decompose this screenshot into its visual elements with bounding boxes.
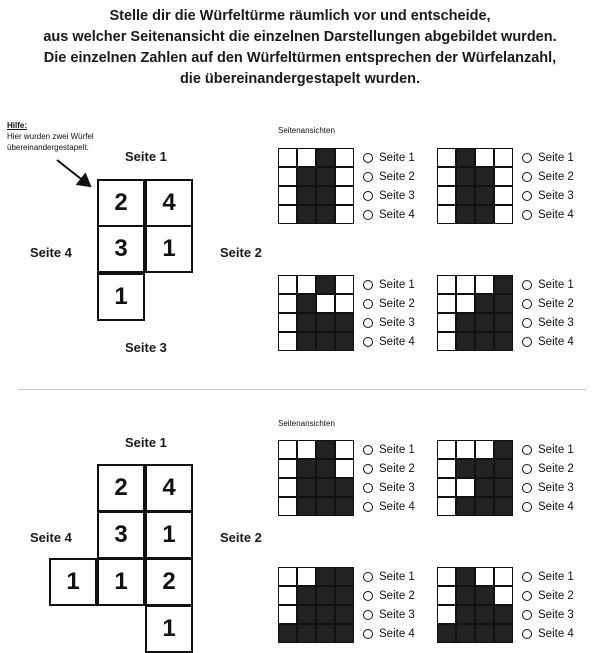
side-option-label: Seite 1	[538, 444, 574, 456]
view-cell-filled	[456, 332, 475, 351]
view-cell-filled	[456, 586, 475, 605]
side-option[interactable]	[522, 190, 574, 202]
radio-icon[interactable]	[522, 172, 532, 182]
tower-cell: 3	[97, 511, 145, 559]
radio-icon[interactable]	[363, 502, 373, 512]
view-cell-filled	[475, 332, 494, 351]
radio-icon[interactable]	[522, 445, 532, 455]
view-cell-filled	[494, 478, 513, 497]
tower-cell: 4	[145, 179, 193, 227]
view-cell-filled	[316, 567, 335, 586]
radio-icon[interactable]	[363, 280, 373, 290]
view-cell-filled	[316, 148, 335, 167]
radio-icon[interactable]	[522, 191, 532, 201]
view-cell-empty	[437, 478, 456, 497]
radio-icon[interactable]	[363, 610, 373, 620]
side-option-label: Seite 3	[538, 482, 574, 494]
radio-icon[interactable]	[363, 464, 373, 474]
side-option-label: Seite 3	[379, 190, 415, 202]
side-option[interactable]	[522, 171, 574, 183]
side-option-label: Seite 4	[379, 628, 415, 640]
side-option[interactable]	[363, 590, 415, 602]
instruction-line: die übereinandergestapelt wurden.	[179, 71, 421, 87]
view-cell-empty	[494, 148, 513, 167]
radio-icon[interactable]	[363, 172, 373, 182]
radio-icon[interactable]	[363, 483, 373, 493]
view-cell-filled	[278, 624, 297, 643]
side-label-left: Seite 4	[30, 245, 72, 260]
view-cell-filled	[456, 205, 475, 224]
tower-cell: 1	[97, 558, 145, 606]
tower-cell: 1	[145, 605, 193, 653]
view-cell-filled	[297, 186, 316, 205]
view-cell-empty	[335, 148, 354, 167]
side-option[interactable]	[522, 501, 574, 513]
side-option-label: Seite 4	[379, 209, 415, 221]
side-option-label: Seite 3	[379, 609, 415, 621]
view-cell-filled	[316, 440, 335, 459]
view-cell-filled	[456, 497, 475, 516]
section-divider	[18, 389, 586, 390]
view-cell-filled	[297, 332, 316, 351]
view-cell-empty	[437, 497, 456, 516]
view-cell-empty	[494, 586, 513, 605]
view-cell-filled	[456, 148, 475, 167]
side-option-label: Seite 2	[538, 171, 574, 183]
radio-icon[interactable]	[363, 591, 373, 601]
view-cell-empty	[437, 148, 456, 167]
view-cell-empty	[297, 440, 316, 459]
side-option[interactable]	[363, 171, 415, 183]
side-option-label: Seite 2	[538, 590, 574, 602]
radio-icon[interactable]	[522, 210, 532, 220]
side-option[interactable]	[363, 317, 415, 329]
hint-text-line: Hier wurden zwei Würfel	[7, 132, 94, 141]
view-cell-filled	[456, 624, 475, 643]
view-cell-filled	[316, 459, 335, 478]
view-cell-filled	[494, 440, 513, 459]
side-option[interactable]	[522, 279, 574, 291]
radio-icon[interactable]	[363, 445, 373, 455]
view-cell-empty	[316, 294, 335, 313]
side-option[interactable]	[363, 444, 415, 456]
view-cell-empty	[437, 459, 456, 478]
view-cell-empty	[278, 440, 297, 459]
view-cell-empty	[494, 186, 513, 205]
instruction-line: Die einzelnen Zahlen auf den Würfeltürmen entsprechen der Würfelanzahl,	[43, 50, 557, 66]
side-option-label: Seite 2	[538, 463, 574, 475]
side-option-label: Seite 3	[538, 609, 574, 621]
radio-icon[interactable]	[522, 464, 532, 474]
tower-cell: 1	[145, 225, 193, 273]
side-option-label: Seite 1	[379, 279, 415, 291]
view-cell-empty	[335, 275, 354, 294]
tower-cell: 4	[145, 464, 193, 512]
view-cell-filled	[335, 497, 354, 516]
views-title: Seitenansichten	[278, 126, 335, 135]
view-cell-filled	[494, 313, 513, 332]
view-cell-filled	[335, 313, 354, 332]
view-cell-filled	[475, 313, 494, 332]
view-cell-filled	[297, 497, 316, 516]
view-cell-empty	[335, 440, 354, 459]
view-cell-empty	[297, 275, 316, 294]
side-option-label: Seite 4	[538, 628, 574, 640]
hint-title: Hilfe:	[7, 121, 27, 130]
side-option-label: Seite 4	[379, 336, 415, 348]
radio-icon[interactable]	[363, 337, 373, 347]
view-cell-empty	[278, 205, 297, 224]
view-cell-empty	[278, 313, 297, 332]
side-option-label: Seite 1	[538, 279, 574, 291]
view-cell-empty	[456, 294, 475, 313]
view-cell-empty	[278, 497, 297, 516]
side-option[interactable]	[363, 209, 415, 221]
view-cell-filled	[316, 275, 335, 294]
view-cell-filled	[456, 186, 475, 205]
side-option-label: Seite 4	[379, 501, 415, 513]
side-label-right: Seite 2	[220, 530, 262, 545]
view-cell-empty	[335, 186, 354, 205]
instructions	[0, 6, 600, 90]
views-title: Seitenansichten	[278, 419, 335, 428]
view-cell-filled	[297, 624, 316, 643]
view-cell-empty	[278, 275, 297, 294]
view-cell-empty	[494, 205, 513, 224]
view-cell-empty	[335, 205, 354, 224]
view-cell-filled	[475, 205, 494, 224]
view-cell-filled	[494, 459, 513, 478]
view-cell-filled	[297, 478, 316, 497]
instruction-line: aus welcher Seitenansicht die einzelnen Darstellungen abgebildet wurden.	[43, 29, 557, 45]
view-cell-empty	[297, 148, 316, 167]
side-option-label: Seite 2	[379, 171, 415, 183]
view-cell-filled	[475, 605, 494, 624]
view-cell-empty	[437, 586, 456, 605]
view-cell-empty	[437, 332, 456, 351]
radio-icon[interactable]	[363, 629, 373, 639]
view-cell-empty	[475, 275, 494, 294]
radio-icon[interactable]	[363, 572, 373, 582]
side-option-label: Seite 2	[538, 298, 574, 310]
side-option[interactable]	[363, 571, 415, 583]
view-cell-empty	[475, 440, 494, 459]
view-cell-filled	[297, 205, 316, 224]
side-option-label: Seite 3	[538, 190, 574, 202]
view-cell-empty	[437, 205, 456, 224]
side-label-top: Seite 1	[125, 149, 167, 164]
side-label-left: Seite 4	[30, 530, 72, 545]
view-cell-filled	[316, 332, 335, 351]
side-option[interactable]	[522, 609, 574, 621]
view-cell-empty	[278, 586, 297, 605]
view-cell-empty	[437, 186, 456, 205]
side-option[interactable]	[363, 609, 415, 621]
side-label-right: Seite 2	[220, 245, 262, 260]
view-cell-empty	[437, 440, 456, 459]
side-option-label: Seite 3	[379, 482, 415, 494]
view-cell-filled	[475, 478, 494, 497]
radio-icon[interactable]	[522, 591, 532, 601]
view-cell-filled	[475, 186, 494, 205]
side-option-label: Seite 1	[379, 444, 415, 456]
view-cell-empty	[475, 148, 494, 167]
view-cell-empty	[278, 294, 297, 313]
view-cell-filled	[494, 497, 513, 516]
view-cell-filled	[475, 167, 494, 186]
side-option[interactable]	[522, 298, 574, 310]
radio-icon[interactable]	[522, 502, 532, 512]
view-cell-filled	[456, 167, 475, 186]
side-option[interactable]	[522, 152, 574, 164]
view-cell-empty	[437, 313, 456, 332]
tower-cell: 2	[97, 464, 145, 512]
view-cell-filled	[297, 313, 316, 332]
side-option[interactable]	[522, 482, 574, 494]
view-cell-filled	[316, 605, 335, 624]
tower-cell: 1	[97, 273, 145, 321]
radio-icon[interactable]	[363, 153, 373, 163]
view-cell-empty	[278, 332, 297, 351]
side-option-label: Seite 1	[379, 152, 415, 164]
view-cell-empty	[278, 186, 297, 205]
radio-icon[interactable]	[363, 191, 373, 201]
view-cell-filled	[316, 586, 335, 605]
view-cell-filled	[335, 478, 354, 497]
view-cell-filled	[297, 605, 316, 624]
view-cell-empty	[278, 459, 297, 478]
side-option[interactable]	[522, 571, 574, 583]
radio-icon[interactable]	[363, 318, 373, 328]
side-option-label: Seite 4	[538, 501, 574, 513]
view-cell-filled	[475, 497, 494, 516]
side-option[interactable]	[522, 463, 574, 475]
view-cell-empty	[475, 567, 494, 586]
view-cell-filled	[475, 586, 494, 605]
side-option[interactable]	[522, 209, 574, 221]
side-option[interactable]	[363, 501, 415, 513]
view-cell-empty	[278, 605, 297, 624]
view-cell-empty	[278, 167, 297, 186]
radio-icon[interactable]	[522, 153, 532, 163]
view-cell-filled	[316, 167, 335, 186]
view-cell-empty	[494, 567, 513, 586]
side-option[interactable]	[522, 590, 574, 602]
hint-text-line: übereinandergestapelt.	[7, 143, 89, 152]
side-label-bottom: Seite 3	[125, 340, 167, 355]
view-cell-empty	[456, 478, 475, 497]
view-cell-empty	[278, 148, 297, 167]
view-cell-filled	[494, 332, 513, 351]
side-option[interactable]	[363, 279, 415, 291]
view-cell-filled	[437, 624, 456, 643]
tower-cell: 1	[49, 558, 97, 606]
side-option[interactable]	[363, 298, 415, 310]
view-cell-filled	[456, 313, 475, 332]
view-cell-filled	[316, 624, 335, 643]
tower-cell: 2	[145, 558, 193, 606]
view-cell-filled	[456, 459, 475, 478]
view-cell-filled	[494, 275, 513, 294]
view-cell-empty	[278, 478, 297, 497]
view-cell-filled	[475, 459, 494, 478]
view-cell-empty	[278, 567, 297, 586]
view-cell-empty	[437, 605, 456, 624]
view-cell-filled	[335, 332, 354, 351]
view-cell-empty	[437, 167, 456, 186]
view-cell-empty	[456, 275, 475, 294]
radio-icon[interactable]	[522, 318, 532, 328]
side-option-label: Seite 1	[538, 152, 574, 164]
radio-icon[interactable]	[522, 280, 532, 290]
side-option-label: Seite 2	[379, 298, 415, 310]
view-cell-filled	[316, 313, 335, 332]
side-option[interactable]	[363, 190, 415, 202]
view-cell-filled	[475, 294, 494, 313]
side-option-label: Seite 3	[538, 317, 574, 329]
side-option-label: Seite 2	[379, 590, 415, 602]
side-option[interactable]	[522, 336, 574, 348]
radio-icon[interactable]	[522, 629, 532, 639]
view-cell-filled	[316, 186, 335, 205]
radio-icon[interactable]	[522, 299, 532, 309]
tower-cell: 2	[97, 179, 145, 227]
radio-icon[interactable]	[522, 483, 532, 493]
view-cell-empty	[437, 567, 456, 586]
tower-cell: 3	[97, 225, 145, 273]
view-cell-filled	[456, 567, 475, 586]
side-option-label: Seite 2	[379, 463, 415, 475]
view-cell-empty	[456, 440, 475, 459]
side-option[interactable]	[363, 463, 415, 475]
side-option[interactable]	[522, 444, 574, 456]
view-cell-empty	[335, 294, 354, 313]
view-cell-filled	[494, 294, 513, 313]
view-cell-filled	[335, 567, 354, 586]
radio-icon[interactable]	[363, 210, 373, 220]
instruction-line: Stelle dir die Würfeltürme räumlich vor und entscheide,	[109, 8, 491, 24]
side-option-label: Seite 4	[538, 209, 574, 221]
view-cell-filled	[297, 294, 316, 313]
view-cell-filled	[494, 624, 513, 643]
hint	[7, 120, 94, 153]
view-cell-filled	[297, 586, 316, 605]
view-cell-filled	[316, 205, 335, 224]
view-cell-filled	[335, 605, 354, 624]
view-cell-filled	[297, 167, 316, 186]
side-option[interactable]	[363, 336, 415, 348]
side-option-label: Seite 3	[379, 317, 415, 329]
view-cell-filled	[335, 586, 354, 605]
side-option[interactable]	[522, 317, 574, 329]
radio-icon[interactable]	[522, 337, 532, 347]
view-cell-filled	[475, 624, 494, 643]
side-option-label: Seite 1	[379, 571, 415, 583]
view-cell-empty	[335, 167, 354, 186]
view-cell-filled	[297, 459, 316, 478]
side-option-label: Seite 1	[538, 571, 574, 583]
view-cell-filled	[335, 624, 354, 643]
tower-cell: 1	[145, 511, 193, 559]
view-cell-empty	[437, 294, 456, 313]
view-cell-empty	[335, 459, 354, 478]
side-option[interactable]	[363, 482, 415, 494]
side-option[interactable]	[363, 152, 415, 164]
radio-icon[interactable]	[363, 299, 373, 309]
side-label-top: Seite 1	[125, 435, 167, 450]
view-cell-filled	[316, 497, 335, 516]
view-cell-empty	[494, 167, 513, 186]
view-cell-filled	[316, 478, 335, 497]
view-cell-filled	[456, 605, 475, 624]
radio-icon[interactable]	[522, 610, 532, 620]
view-cell-empty	[437, 275, 456, 294]
side-option-label: Seite 4	[538, 336, 574, 348]
view-cell-filled	[494, 605, 513, 624]
view-cell-empty	[297, 567, 316, 586]
radio-icon[interactable]	[522, 572, 532, 582]
